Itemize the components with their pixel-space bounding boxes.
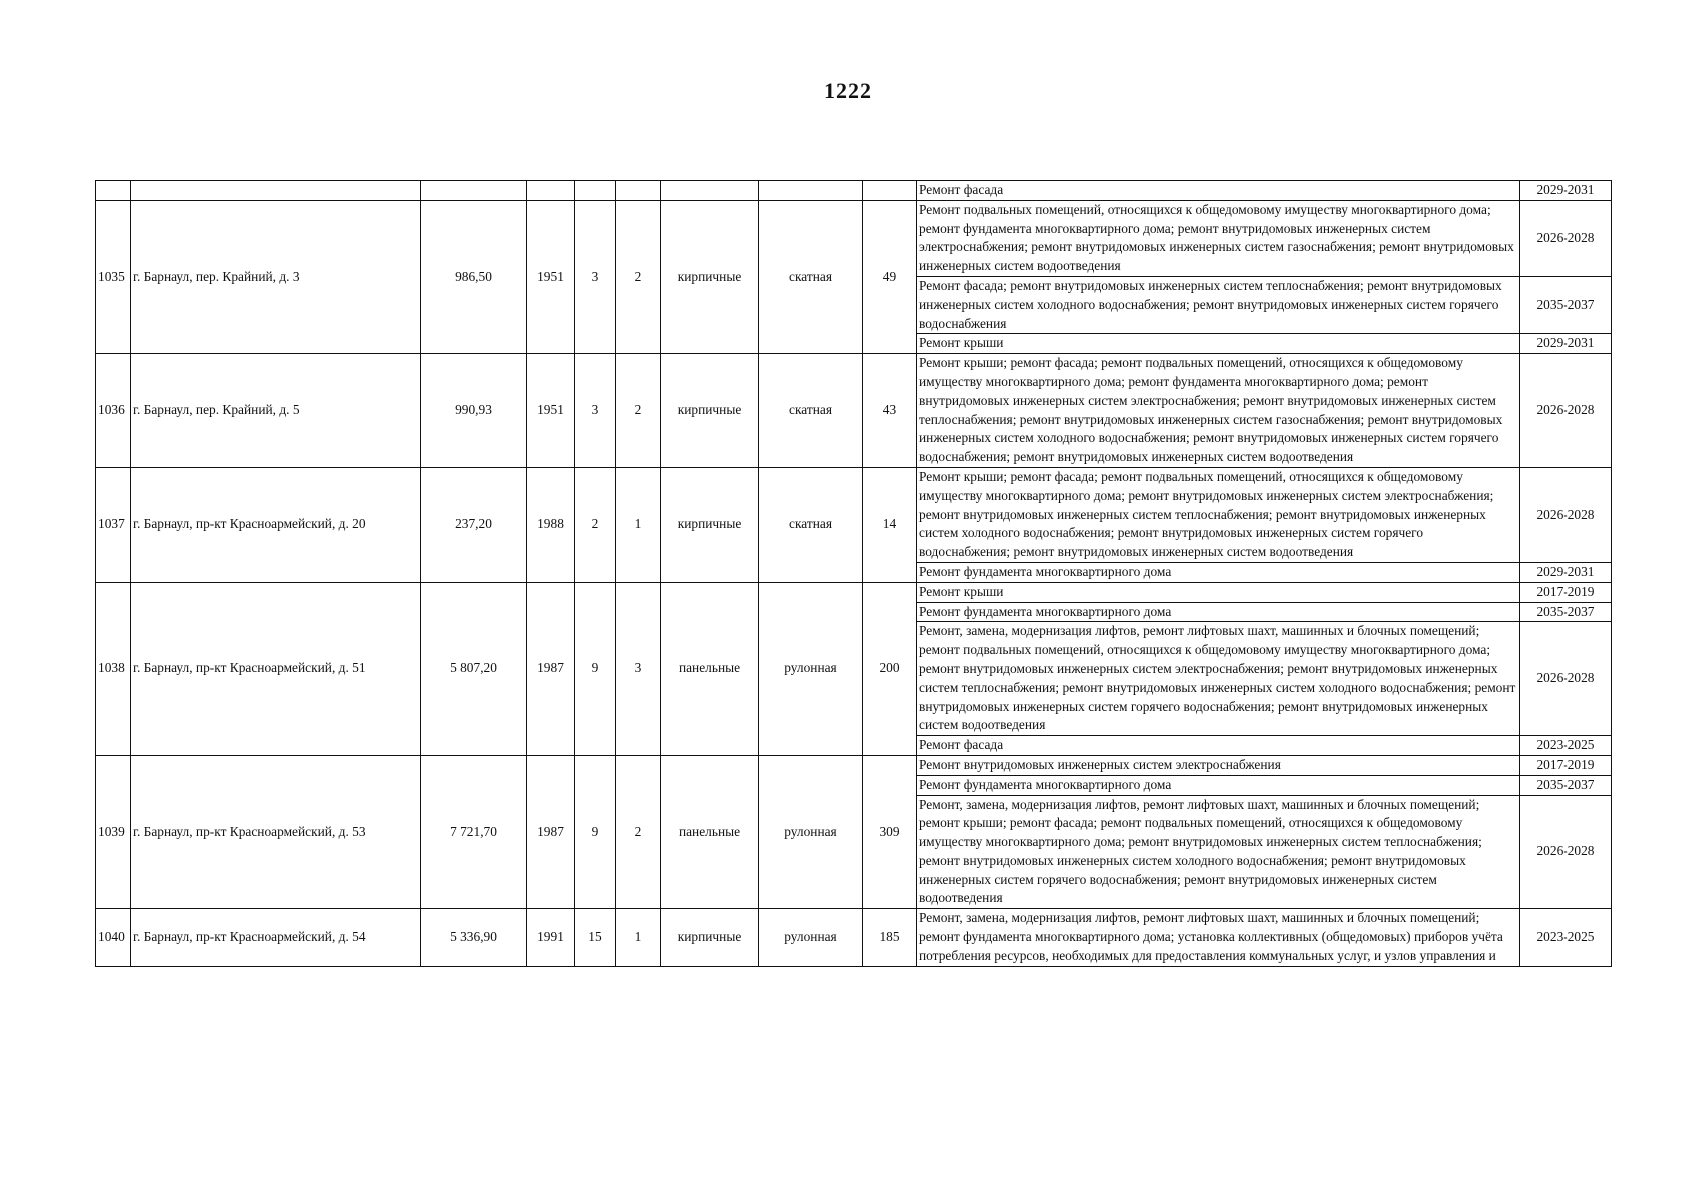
floors-count-cell: 15 [575,909,616,966]
wall-material-cell: кирпичные [661,467,759,582]
work-type-cell: Ремонт, замена, модернизация лифтов, ремонт лифтовых шахт, машинных и блочных помещений; ремонт фундамента многоквартирного дома; установка коллективных (общедомовых) приборов учёта потребления ресурсов, необходимых для предоставления коммунальных услуг, и узлов управления и [917,909,1520,966]
work-type-cell: Ремонт фундамента многоквартирного дома [917,602,1520,622]
wall-material-cell: кирпичные [661,909,759,966]
row-number-cell: 1036 [96,354,131,468]
table-row [96,755,1612,775]
total-area-cell: 7 721,70 [421,755,527,908]
entrances-count-cell: 2 [616,354,661,468]
residents-count-cell [863,181,917,201]
work-type-cell: Ремонт фундамента многоквартирного дома [917,775,1520,795]
period-cell: 2026-2028 [1520,467,1612,562]
address-cell: г. Барнаул, пр-кт Красноармейский, д. 53 [131,755,421,908]
address-cell: г. Барнаул, пер. Крайний, д. 5 [131,354,421,468]
residents-count-cell: 309 [863,755,917,908]
build-year-cell: 1951 [527,200,575,353]
period-cell: 2023-2025 [1520,736,1612,756]
table-row [96,181,1612,201]
total-area-cell: 5 336,90 [421,909,527,966]
entrances-count-cell [616,181,661,201]
entrances-count-cell: 2 [616,755,661,908]
work-type-cell: Ремонт крыши [917,334,1520,354]
entrances-count-cell: 1 [616,909,661,966]
residents-count-cell: 14 [863,467,917,582]
table-row [96,582,1612,602]
residents-count-cell: 200 [863,582,917,755]
roof-type-cell: скатная [759,467,863,582]
residents-count-cell: 43 [863,354,917,468]
table-row [96,467,1612,562]
roof-type-cell: скатная [759,200,863,353]
page-number: 1222 [824,78,872,103]
period-cell: 2035-2037 [1520,602,1612,622]
build-year-cell: 1987 [527,755,575,908]
table-row [96,354,1612,468]
address-cell [131,181,421,201]
work-type-cell: Ремонт фасада; ремонт внутридомовых инженерных систем теплоснабжения; ремонт внутридомовых инженерных систем холодного водоснабжения; ремонт внутридомовых инженерных систем горячего водоснабжения [917,276,1520,333]
roof-type-cell: рулонная [759,909,863,966]
table-row [96,909,1612,966]
period-cell: 2029-2031 [1520,562,1612,582]
work-type-cell: Ремонт крыши; ремонт фасада; ремонт подвальных помещений, относящихся к общедомовому имуществу многоквартирного дома; ремонт фундамента многоквартирного дома; ремонт внутридомовых инженерных систем электроснабжения; ремонт внутридомовых инженерных систем теплоснабжения; ремонт внутридомовых инженерных систем газоснабжения; ремонт внутридомовых инженерных систем холодного водоснабжения; ремонт внутридомовых инженерных систем горячего водоснабжения; ремонт внутридомовых инженерных систем водоотведения [917,354,1520,468]
work-type-cell: Ремонт, замена, модернизация лифтов, ремонт лифтовых шахт, машинных и блочных помещений; ремонт крыши; ремонт фасада; ремонт подвальных помещений, относящихся к общедомовому имуществу многоквартирного дома; ремонт внутридомовых инженерных систем теплоснабжения; ремонт внутридомовых инженерных систем холодного водоснабжения; ремонт внутридомовых инженерных систем горячего водоснабжения; ремонт внутридомовых инженерных систем водоотведения [917,795,1520,909]
total-area-cell: 990,93 [421,354,527,468]
address-cell: г. Барнаул, пр-кт Красноармейский, д. 51 [131,582,421,755]
work-type-cell: Ремонт крыши [917,582,1520,602]
row-number-cell: 1039 [96,755,131,908]
work-type-cell: Ремонт, замена, модернизация лифтов, ремонт лифтовых шахт, машинных и блочных помещений; ремонт подвальных помещений, относящихся к общедомовому имуществу многоквартирного дома; ремонт внутридомовых инженерных систем электроснабжения; ремонт внутридомовых инженерных систем теплоснабжения; ремонт внутридомовых инженерных систем холодного водоснабжения; ремонт внутридомовых инженерных систем горячего водоснабжения; ремонт внутридомовых инженерных систем водоотведения [917,622,1520,736]
residents-count-cell: 49 [863,200,917,353]
wall-material-cell: панельные [661,582,759,755]
period-cell: 2035-2037 [1520,276,1612,333]
period-cell: 2026-2028 [1520,200,1612,276]
build-year-cell: 1988 [527,467,575,582]
roof-type-cell [759,181,863,201]
floors-count-cell: 9 [575,755,616,908]
period-cell: 2017-2019 [1520,582,1612,602]
entrances-count-cell: 2 [616,200,661,353]
total-area-cell: 986,50 [421,200,527,353]
period-cell: 2026-2028 [1520,795,1612,909]
period-cell: 2026-2028 [1520,354,1612,468]
row-number-cell: 1035 [96,200,131,353]
row-number-cell: 1037 [96,467,131,582]
floors-count-cell: 9 [575,582,616,755]
housing-register-table [95,180,1612,967]
work-type-cell: Ремонт фундамента многоквартирного дома [917,562,1520,582]
row-number-cell: 1038 [96,582,131,755]
floors-count-cell [575,181,616,201]
period-cell: 2023-2025 [1520,909,1612,966]
period-cell: 2029-2031 [1520,334,1612,354]
roof-type-cell: скатная [759,354,863,468]
address-cell: г. Барнаул, пер. Крайний, д. 3 [131,200,421,353]
register-body [96,181,1612,967]
build-year-cell: 1987 [527,582,575,755]
period-cell: 2026-2028 [1520,622,1612,736]
work-type-cell: Ремонт фасада [917,736,1520,756]
entrances-count-cell: 3 [616,582,661,755]
total-area-cell: 5 807,20 [421,582,527,755]
wall-material-cell [661,181,759,201]
period-cell: 2017-2019 [1520,755,1612,775]
period-cell: 2035-2037 [1520,775,1612,795]
roof-type-cell: рулонная [759,755,863,908]
build-year-cell: 1991 [527,909,575,966]
entrances-count-cell: 1 [616,467,661,582]
roof-type-cell: рулонная [759,582,863,755]
wall-material-cell: кирпичные [661,354,759,468]
total-area-cell: 237,20 [421,467,527,582]
build-year-cell: 1951 [527,354,575,468]
work-type-cell: Ремонт крыши; ремонт фасада; ремонт подвальных помещений, относящихся к общедомовому имуществу многоквартирного дома; ремонт внутридомовых инженерных систем электроснабжения; ремонт внутридомовых инженерных систем теплоснабжения; ремонт внутридомовых инженерных систем холодного водоснабжения; ремонт внутридомовых инженерных систем горячего водоснабжения; ремонт внутридомовых инженерных систем водоотведения [917,467,1520,562]
floors-count-cell: 2 [575,467,616,582]
total-area-cell [421,181,527,201]
period-cell: 2029-2031 [1520,181,1612,201]
residents-count-cell: 185 [863,909,917,966]
floors-count-cell: 3 [575,354,616,468]
row-number-cell: 1040 [96,909,131,966]
wall-material-cell: кирпичные [661,200,759,353]
work-type-cell: Ремонт внутридомовых инженерных систем электроснабжения [917,755,1520,775]
build-year-cell [527,181,575,201]
table-row [96,200,1612,276]
address-cell: г. Барнаул, пр-кт Красноармейский, д. 54 [131,909,421,966]
work-type-cell: Ремонт подвальных помещений, относящихся к общедомовому имуществу многоквартирного дома; ремонт фундамента многоквартирного дома; ремонт внутридомовых инженерных систем электроснабжения; ремонт внутридомовых инженерных систем газоснабжения; ремонт внутридомовых инженерных систем водоотведения [917,200,1520,276]
work-type-cell: Ремонт фасада [917,181,1520,201]
floors-count-cell: 3 [575,200,616,353]
address-cell: г. Барнаул, пр-кт Красноармейский, д. 20 [131,467,421,582]
wall-material-cell: панельные [661,755,759,908]
row-number-cell [96,181,131,201]
